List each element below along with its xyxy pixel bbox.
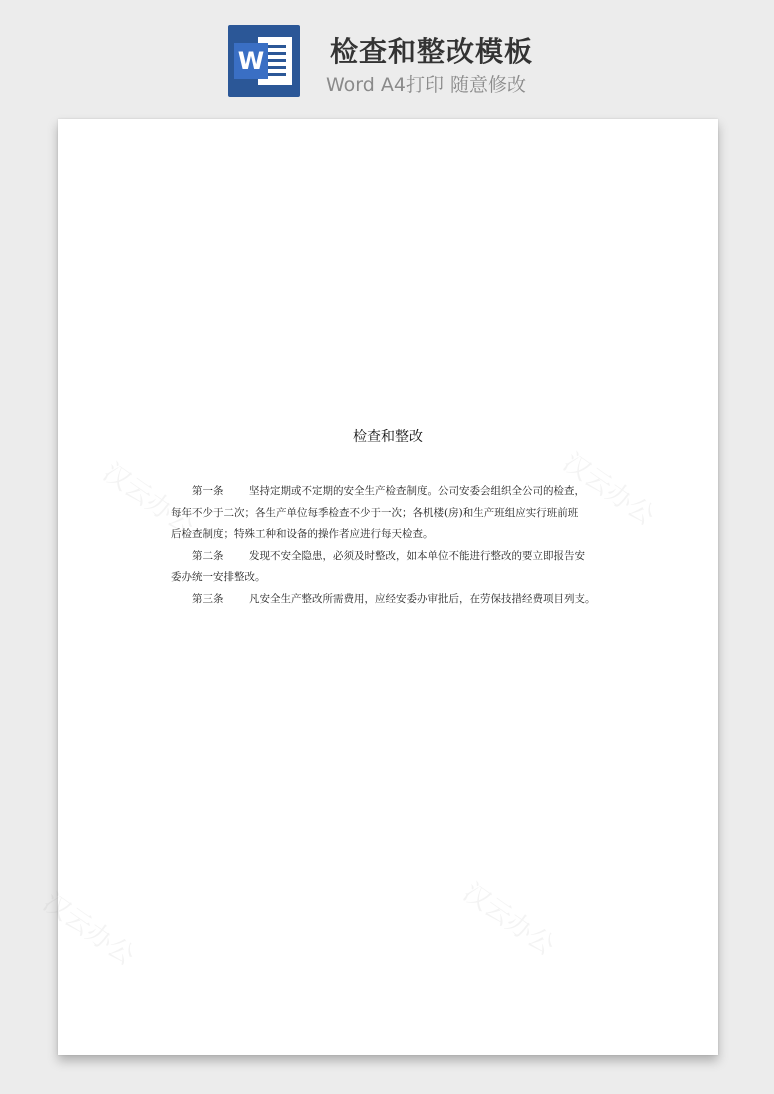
article-first-line bbox=[171, 481, 603, 503]
article-text-line: 后检查制度；特殊工种和设备的操作者应进行每天检查。 bbox=[171, 528, 434, 540]
watermark: 汉云办公 bbox=[557, 447, 660, 532]
watermark: 汉云办公 bbox=[37, 887, 140, 972]
article-first-line bbox=[171, 589, 603, 611]
article-first-line bbox=[171, 546, 603, 568]
document-title: 检查和整改 bbox=[353, 429, 423, 445]
document-page bbox=[37, 119, 718, 1055]
article-text: 坚持定期或不定期的安全生产检查制度。公司安委会组织全公司的检查， bbox=[249, 485, 585, 497]
article-2 bbox=[171, 546, 603, 589]
article-text: 发现不安全隐患，必须及时整改，如本单位不能进行整改的要立即报告安 bbox=[249, 549, 585, 562]
watermark: 汉云办公 bbox=[97, 457, 200, 542]
article-text-line: 委办统一安排整改。 bbox=[171, 571, 266, 583]
template-title: 检查和整改模板 bbox=[330, 35, 534, 68]
word-letter-badge: W bbox=[234, 43, 268, 79]
article-text-line: 每年不少于二次；各生产单位每季检查不少于一次；各机楼(房)和生产班组应实行班前班 bbox=[171, 506, 579, 519]
template-subtitle: Word A4打印 随意修改 bbox=[326, 74, 527, 96]
document-body bbox=[171, 481, 603, 610]
article-label: 第二条 bbox=[192, 549, 224, 562]
article-text: 凡安全生产整改所需费用，应经安委办审批后，在劳保技措经费项目列支。 bbox=[249, 592, 596, 605]
template-header bbox=[0, 0, 774, 110]
word-document-icon bbox=[228, 25, 300, 97]
article-label: 第一条 bbox=[192, 485, 224, 497]
article-3 bbox=[171, 589, 603, 611]
article-label: 第三条 bbox=[192, 592, 224, 605]
watermark: 汉云办公 bbox=[457, 877, 560, 962]
article-1 bbox=[171, 481, 603, 546]
